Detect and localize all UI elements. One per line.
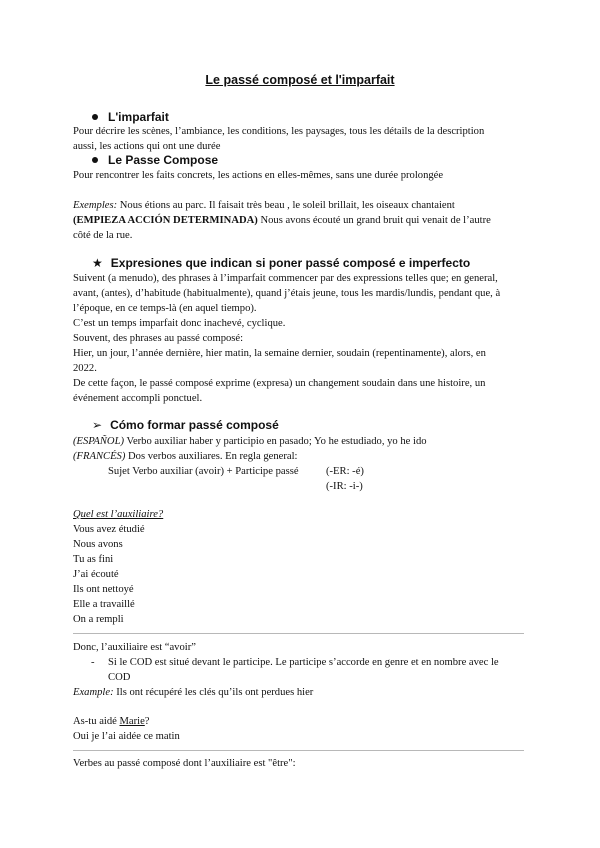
auxiliaire-item: Elle a travaillé [73,599,135,610]
marie-question-pre: As-tu aidé [73,716,120,727]
example-text: Ils ont récupéré les clés qu’ils ont perdues hier [113,687,314,698]
star-icon: ★ [92,256,103,270]
marie-question [73,714,149,730]
espanol-text: Verbo auxiliar haber y participio en pasado; Yo he estudiado, yo he ido [124,436,427,447]
page-title: Le passé composé et l'imparfait [205,73,395,87]
expresiones-line: Suivent (a menudo), des phrases à l’imparfait commencer par des expressions telles que; en general, [73,273,498,284]
exemples-line-2 [73,213,491,229]
marie-question-post: ? [144,716,150,727]
donc-example [73,685,313,701]
exemples-label: Exemples: [73,200,118,211]
expresiones-line: avant, (antes), d’habitude (habitualmente), quand j’étais jeune, tous les mardis/lundis, pendant que, à [73,288,501,299]
donc-rule-1: Si le COD est situé devant le participe. Le participe s’accorde en genre et en nombre avec le [108,657,499,668]
exemples-line-3: côté de la rue. [73,230,133,241]
ending-ir: (-IR: -i-) [326,481,363,492]
bullet-icon [92,157,98,163]
expresiones-line: 2022. [73,363,97,374]
auxiliaire-item: J’ai écouté [73,569,119,580]
auxiliaire-item: Vous avez étudié [73,524,145,535]
auxiliaire-item: On a rempli [73,614,124,625]
expresiones-line: Hier, un jour, l’année dernière, hier matin, la semaine dernier, soudain (repentinamente), alors, en [73,348,486,359]
dash-icon: - [91,657,95,668]
expresiones-heading [92,256,470,270]
donc-rule-2: COD [108,672,131,683]
passe-heading [92,153,218,167]
frances-text: Dos verbos auxiliares. En regla general: [125,451,298,462]
auxiliaire-question: Quel est l’auxiliaire? [73,509,164,520]
marie-answer: Oui je l’ai aidée ce matin [73,731,180,742]
exemples-bold: (EMPIEZA ACCIÓN DETERMINADA) [73,215,258,226]
bullet-icon [92,114,98,120]
frances-label: (FRANCÉS) [73,451,126,462]
passe-line-1: Pour rencontrer les faits concrets, les actions en elles-mêmes, sans une durée prolongée [73,170,444,181]
expresiones-line: événement accompli ponctuel. [73,393,203,404]
ending-er: (-ER: -é) [326,466,364,477]
passe-heading-text: Le Passe Compose [108,153,219,167]
como-heading [92,418,279,432]
arrow-icon: ➢ [92,418,103,432]
donc-line: Donc, l’auxiliaire est “avoir” [73,642,196,653]
auxiliaire-item: Tu as fini [73,554,114,565]
exemples-line-1 [73,198,455,214]
expresiones-heading-text: Expresiones que indican si poner passé composé e imperfecto [110,256,471,270]
expresiones-line: C’est un temps imparfait donc inachevé, cyclique. [73,318,286,329]
imparfait-line-2: aussi, les actions qui ont une durée [73,141,221,152]
imparfait-heading [92,110,169,124]
formula: Sujet Verbo auxiliar (avoir) + Participe passé [108,466,299,477]
marie-name: Marie [119,716,145,727]
auxiliaire-item: Ils ont nettoyé [73,584,134,595]
expresiones-line: Souvent, des phrases au passé composé: [73,333,244,344]
exemples-text-1: Nous étions au parc. Il faisait très beau , le soleil brillait, les oiseaux chantaient [117,200,455,211]
example-label: Example: [73,687,114,698]
divider [73,633,524,634]
exemples-text-2: Nous avons écouté un grand bruit qui venait de l’autre [257,215,491,226]
divider [73,750,524,751]
etre-line: Verbes au passé composé dont l’auxiliaire est "être": [73,758,296,769]
auxiliaire-item: Nous avons [73,539,123,550]
como-espanol-line [73,434,427,450]
como-heading-text: Cómo formar passé composé [110,418,279,432]
espanol-label: (ESPAÑOL) [73,436,125,447]
imparfait-heading-text: L'imparfait [108,110,169,124]
imparfait-line-1: Pour décrire les scènes, l’ambiance, les conditions, les paysages, tous les détails de la description [73,126,485,137]
como-frances-line [73,449,297,465]
expresiones-line: l’époque, en ce temps-là (en aquel tiempo). [73,303,257,314]
expresiones-line: De cette façon, le passé composé exprime (expresa) un changement soudain dans une histoire, un [73,378,486,389]
